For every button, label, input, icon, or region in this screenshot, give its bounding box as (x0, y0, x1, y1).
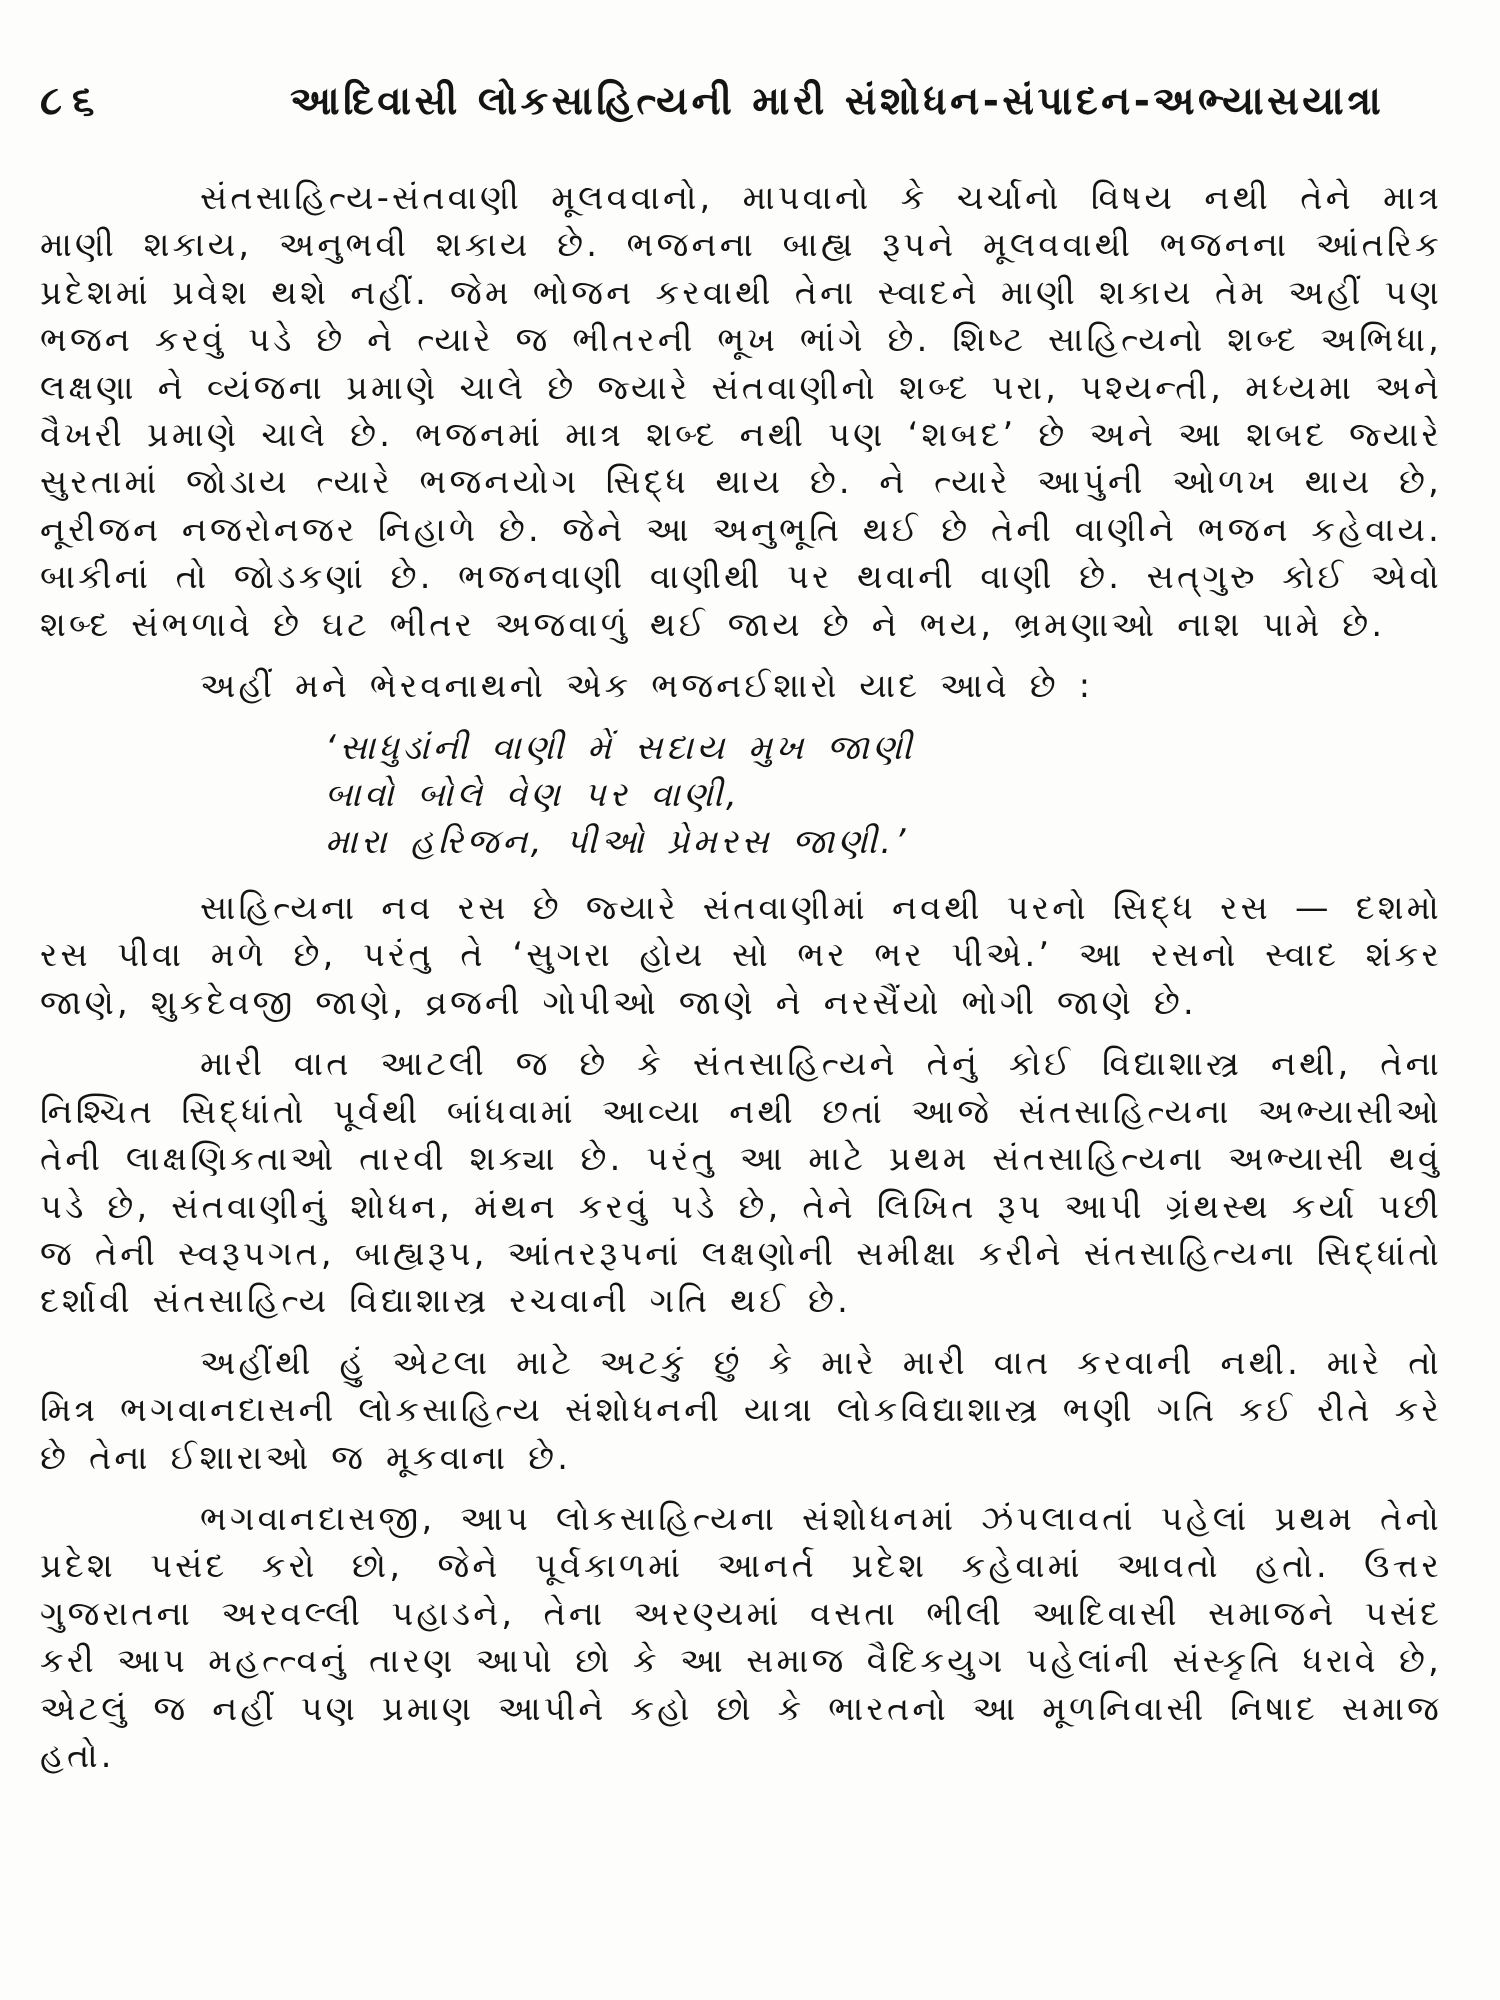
running-title: આદિવાસી લોકસાહિત્યની મારી સંશોધન-સંપાદન-અભ્યાસયાત્રા (290, 79, 1385, 124)
verse-line: બાવો બોલે વેણ પર વાણી, (325, 775, 741, 816)
verse-line: મારા હરિજન, પીઓ પ્રેમરસ જાણી.’ (325, 822, 909, 863)
page-header (40, 78, 1442, 148)
verse-line: ‘સાધુડાંની વાણી મેં સદાય મુખ જાણી (325, 728, 916, 769)
quote-lead-in: અહીં મને ભેરવનાથનો એક ભજનઈશારો યાદ આવે છે : (200, 666, 1094, 706)
paragraph: સાહિત્યના નવ રસ છે જ્યારે સંતવાણીમાં નવથી પરનો સિદ્ધ રસ — દશમો રસ પીવા મળે છે, પરંતુ તે ‘સુગરા હોય સો ભર ભર પીએ.’ આ રસનો સ્વાદ શંકર જાણે, શુકદેવજી જાણે, વ્રજની ગોપીઓ જાણે ને નરસૈંયો ભોગી જાણે છે. (40, 888, 1442, 1022)
body-text (40, 174, 1442, 1779)
paragraph: સંતસાહિત્ય-સંતવાણી મૂલવવાનો, માપવાનો કે ચર્ચાનો વિષય નથી તેને માત્ર માણી શકાય, અનુભવી શકાય છે. ભજનના બાહ્ય રૂપને મૂલવવાથી ભજનના આંતરિક પ્રદેશમાં પ્રવેશ થશે નહીં. જેમ ભોજન કરવાથી તેના સ્વાદને માણી શકાય તેમ અહીં પણ ભજન કરવું પડે છે ને ત્યારે જ ભીતરની ભૂખ ભાંગે છે. શિષ્ટ સાહિત્યનો શબ્દ અભિધા, લક્ષણા ને વ્યંજના પ્રમાણે ચાલે છે જ્યારે સંતવાણીનો શબ્દ પરા, પશ્યન્તી, મધ્યમા અને વૈખરી પ્રમાણે ચાલે છે. ભજનમાં માત્ર શબ્દ નથી પણ ‘શબદ’ છે અને આ શબદ જ્યારે સુરતામાં જોડાય ત્યારે ભજનયોગ સિદ્ધ થાય છે. ને ત્યારે આપુંની ઓળખ થાય છે, નૂરીજન નજરોનજર નિહાળે છે. જેને આ અનુભૂતિ થઈ છે તેની વાણીને ભજન કહેવાય. બાકીનાં તો જોડકણાં છે. ભજનવાણી વાણીથી પર થવાની વાણી છે. સત્‌ગુરુ કોઈ એવો શબ્દ સંભળાવે છે ઘટ ભીતર અજવાળું થઈ જાય છે ને ભય, ભ્રમણાઓ નાશ પામે છે. (40, 178, 1442, 644)
paragraph: ભગવાનદાસજી, આપ લોકસાહિત્યના સંશોધનમાં ઝંપલાવતાં પહેલાં પ્રથમ તેનો પ્રદેશ પસંદ કરો છો, જેને પૂર્વકાળમાં આનર્ત પ્રદેશ કહેવામાં આવતો હતો. ઉત્તર ગુજરાતના અરવલ્લી પહાડને, તેના અરણ્યમાં વસતા ભીલી આદિવાસી સમાજને પસંદ કરી આપ મહત્ત્વનું તારણ આપો છો કે આ સમાજ વૈદિકયુગ પહેલાંની સંસ્કૃતિ ધરાવે છે, એટલું જ નહીં પણ પ્રમાણ આપીને કહો છો કે ભારતનો આ મૂળનિવાસી નિષાદ સમાજ હતો. (40, 1498, 1442, 1775)
paragraph: અહીંથી હું એટલા માટે અટકું છું કે મારે મારી વાત કરવાની નથી. મારે તો મિત્ર ભગવાનદાસની લોકસાહિત્ય સંશોધનની યાત્રા લોકવિદ્યાશાસ્ત્ર ભણી ગતિ કઈ રીતે કરે છે તેના ઈશારાઓ જ મૂકવાના છે. (40, 1342, 1442, 1477)
bhajan-verse (40, 725, 1442, 866)
paragraph: મારી વાત આટલી જ છે કે સંતસાહિત્યને તેનું કોઈ વિદ્યાશાસ્ત્ર નથી, તેના નિશ્ચિત સિદ્ધાંતો પૂર્વથી બાંધવામાં આવ્યા નથી છતાં આજે સંતસાહિત્યના અભ્યાસીઓ તેની લાક્ષણિકતાઓ તારવી શક્યા છે. પરંતુ આ માટે પ્રથમ સંતસાહિત્યના અભ્યાસી થવું પડે છે, સંતવાણીનું શોધન, મંથન કરવું પડે છે, તેને લિખિત રૂપ આપી ગ્રંથસ્થ કર્યા પછી જ તેની સ્વરૂપગત, બાહ્યરૂપ, આંતરરૂપનાં લક્ષણોની સમીક્ષા કરીને સંતસાહિત્યના સિદ્ધાંતો દર્શાવી સંતસાહિત્ય વિદ્યાશાસ્ત્ર રચવાની ગતિ થઈ છે. (40, 1044, 1442, 1321)
page-number: ૮૬ (40, 78, 105, 124)
